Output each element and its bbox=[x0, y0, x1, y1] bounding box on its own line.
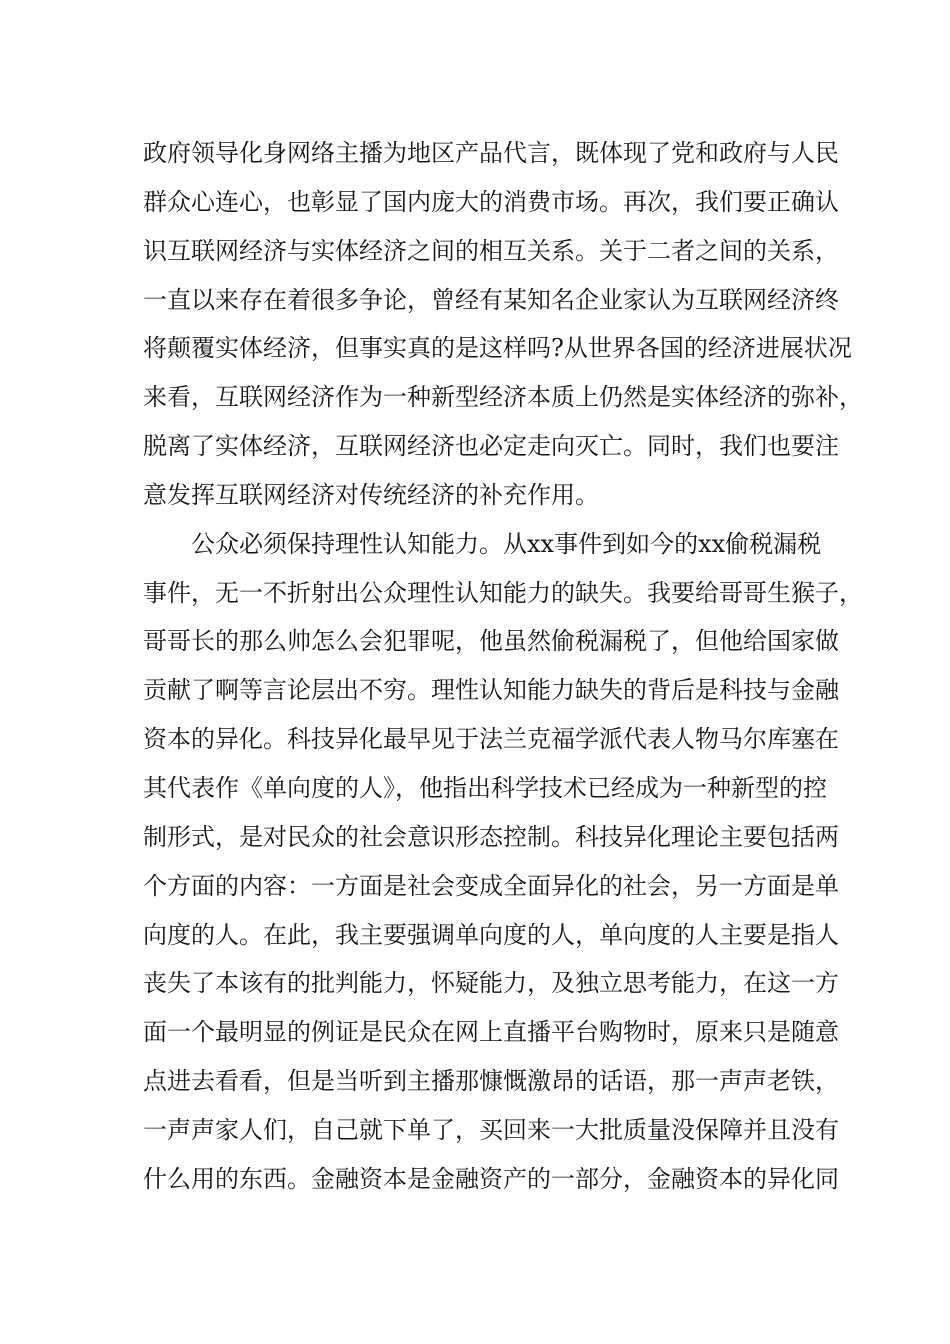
text-line: 什么用的东西。金融资本是金融资产的一部分，金融资本的异化同 bbox=[143, 1164, 839, 1193]
text-line: 一直以来存在着很多争论，曾经有某知名企业家认为互联网经济终 bbox=[143, 285, 839, 314]
text-line: 来看，互联网经济作为一种新型经济本质上仍然是实体经济的弥补， bbox=[143, 383, 863, 412]
text-line: 制形式，是对民众的社会意识形态控制。科技异化理论主要包括两 bbox=[143, 822, 839, 851]
text-line: 贡献了啊等言论层出不穷。理性认知能力缺失的背后是科技与金融 bbox=[143, 676, 839, 705]
text-line: 脱离了实体经济，互联网经济也必定走向灭亡。同时，我们也要注 bbox=[143, 432, 839, 461]
text-line: 面一个最明显的例证是民众在网上直播平台购物时，原来只是随意 bbox=[143, 1018, 839, 1047]
text-line: 一声声家人们，自己就下单了，买回来一大批质量没保障并且没有 bbox=[143, 1115, 839, 1144]
text-line: 个方面的内容：一方面是社会变成全面异化的社会，另一方面是单 bbox=[143, 871, 839, 900]
text-line: 意发挥互联网经济对传统经济的补充作用。 bbox=[143, 480, 599, 509]
text-line: 将颠覆实体经济，但事实真的是这样吗?从世界各国的经济进展状况 bbox=[143, 334, 852, 363]
text-line: 政府领导化身网络主播为地区产品代言，既体现了党和政府与人民 bbox=[143, 139, 839, 167]
text-line: 丧失了本该有的批判能力，怀疑能力，及独立思考能力，在这一方 bbox=[143, 969, 839, 998]
paragraph-internet-economy bbox=[143, 129, 863, 520]
text-line: 资本的异化。科技异化最早见于法兰克福学派代表人物马尔库塞在 bbox=[143, 725, 839, 754]
text-line: 哥哥长的那么帅怎么会犯罪呢，他虽然偷税漏税了，但他给国家做 bbox=[143, 627, 839, 656]
text-line: 向度的人。在此，我主要强调单向度的人，单向度的人主要是指人 bbox=[143, 920, 839, 949]
text-line-indented: 公众必须保持理性认知能力。从xx事件到如今的xx偷税漏税 bbox=[191, 529, 822, 558]
text-line: 其代表作《单向度的人》，他指出科学技术已经成为一种新型的控 bbox=[143, 773, 827, 802]
text-line: 识互联网经济与实体经济之间的相互关系。关于二者之间的关系， bbox=[143, 236, 839, 265]
text-line: 点进去看看，但是当听到主播那慷慨激昂的话语，那一声声老铁， bbox=[143, 1067, 839, 1096]
text-line: 事件，无一不折射出公众理性认知能力的缺失。我要给哥哥生猴子， bbox=[143, 578, 863, 607]
paragraph-rational-cognition bbox=[143, 520, 863, 1204]
document-body bbox=[143, 129, 863, 1204]
text-line: 群众心连心，也彰显了国内庞大的消费市场。再次，我们要正确认 bbox=[143, 187, 839, 216]
